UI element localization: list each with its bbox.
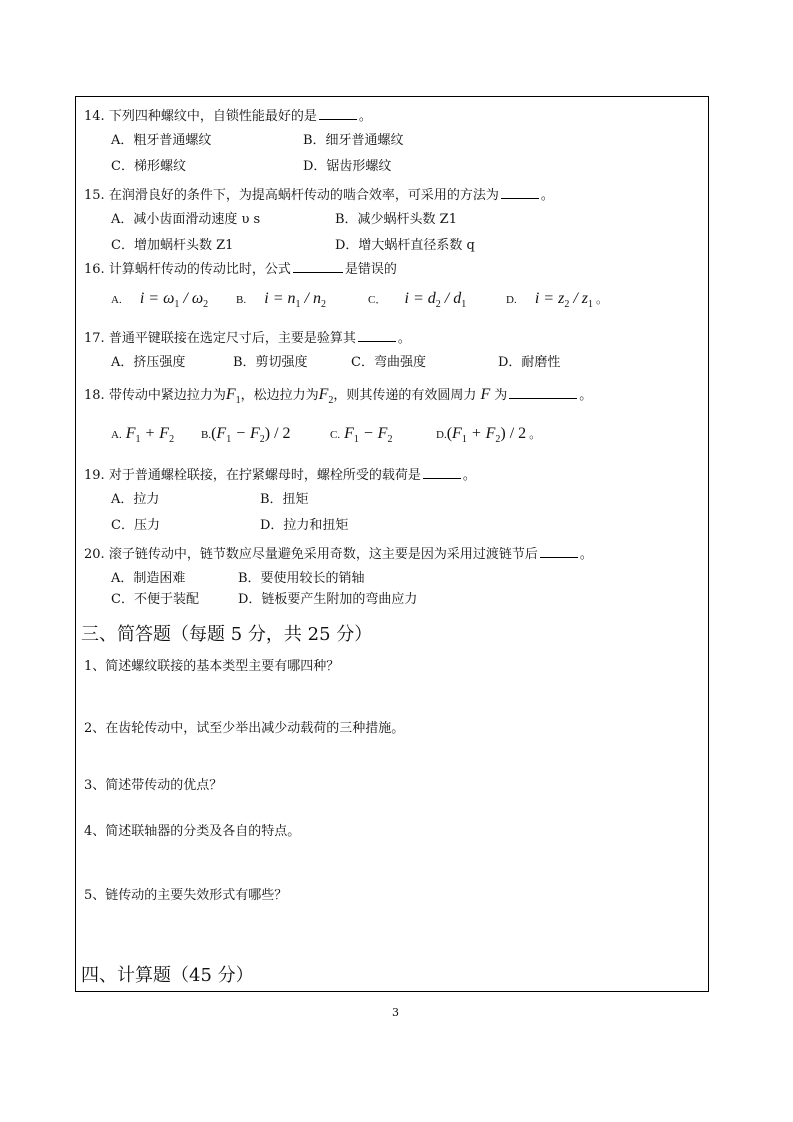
option: A．减小齿面滑动速度 υ s	[111, 212, 261, 227]
q-end: 。	[540, 188, 554, 203]
option-letter: A.	[111, 294, 122, 306]
option-letter: C．	[368, 294, 387, 306]
option-16-c	[368, 291, 466, 313]
option: D．拉力和扭矩	[260, 518, 349, 533]
formula: $(F_1 + F_2) / 2$ 。	[446, 425, 542, 446]
option-letter: D.	[506, 294, 517, 306]
option-16-a	[111, 291, 208, 313]
q-num: 19.	[84, 468, 105, 483]
option-16-b	[236, 291, 326, 313]
option: D．锯齿形螺纹	[303, 159, 392, 174]
q-end: 。	[358, 109, 372, 124]
answer-blank[interactable]	[423, 466, 461, 479]
answer-blank[interactable]	[319, 107, 357, 120]
question-20	[84, 545, 593, 563]
answer-blank[interactable]	[540, 545, 578, 558]
answer-blank[interactable]	[509, 386, 577, 399]
q-text: 计算蜗杆传动的传动比时，公式	[108, 262, 291, 277]
short-answer-item: 4、简述联轴器的分类及各自的特点。	[84, 824, 301, 839]
option-18-a	[111, 426, 174, 448]
option: B．细牙普通螺纹	[303, 133, 404, 148]
option: D．耐磨性	[498, 355, 561, 370]
q-num: 16.	[84, 262, 105, 277]
option-18-b	[201, 426, 291, 448]
q-text: 普通平键联接在选定尺寸后，主要是验算其	[108, 331, 356, 346]
option: A．粗牙普通螺纹	[111, 133, 212, 148]
question-16	[84, 260, 397, 278]
q-end: 。	[579, 388, 593, 403]
option-18-d	[436, 426, 541, 448]
short-answer-item: 5、链传动的主要失效形式有哪些？	[84, 888, 288, 903]
q-num: 17.	[84, 331, 105, 346]
q-num: 18.	[84, 388, 105, 403]
section-title-calculation: 四、计算题（45 分）	[81, 965, 254, 986]
q-text: 为	[494, 388, 508, 403]
formula: $F_2$	[318, 386, 334, 407]
q-text: 对于普通螺栓联接，在拧紧螺母时，螺栓所受的载荷是	[108, 468, 421, 483]
question-15	[84, 186, 554, 204]
option-18-c	[330, 426, 392, 448]
formula: $(F_1 - F_2) / 2$	[211, 425, 291, 446]
option-letter: C.	[330, 429, 341, 441]
q-text: 带传动中紧边拉力为	[108, 388, 226, 403]
option: B．剪切强度	[233, 355, 308, 370]
option: C．压力	[111, 518, 160, 533]
formula: $F_1$	[225, 386, 241, 407]
page-number: 3	[392, 1006, 399, 1019]
option: C．弯曲强度	[351, 355, 426, 370]
option: C．增加蜗杆头数 Z1	[111, 238, 234, 253]
question-14	[84, 107, 372, 125]
answer-blank[interactable]	[501, 186, 539, 199]
q-num: 15.	[84, 188, 105, 203]
q-text: 下列四种螺纹中，自锁性能最好的是	[108, 109, 317, 124]
short-answer-item: 1、简述螺纹联接的基本类型主要有哪四种？	[84, 659, 340, 674]
q-text: 在润滑良好的条件下，为提高蜗杆传动的啮合效率，可采用的方法为	[108, 188, 499, 203]
q-end: 。	[579, 547, 593, 562]
formula: $i = z_2 / z_1$ 。	[534, 290, 609, 311]
short-answer-item: 2、在齿轮传动中，试至少举出减少动载荷的三种措施。	[84, 721, 405, 736]
option-16-d	[506, 291, 608, 313]
formula: $F_1 + F_2$	[125, 425, 175, 446]
short-answer-item: 3、简述带传动的优点？	[84, 778, 223, 793]
answer-blank[interactable]	[293, 260, 343, 273]
section-title-short-answer: 三、简答题（每题 5 分，共 25 分）	[81, 624, 373, 645]
formula: $i = \omega_1 / \omega_2$	[139, 290, 209, 311]
q-end: 是错误的	[344, 262, 397, 277]
q-num: 14.	[84, 109, 105, 124]
answer-blank[interactable]	[358, 329, 396, 342]
option: A．制造困难	[111, 571, 186, 586]
q-text: ，则其传递的有效圆周力	[333, 388, 477, 403]
option-letter: A.	[111, 429, 122, 441]
option: D．增大蜗杆直径系数 q	[335, 238, 475, 253]
option: C．梯形螺纹	[111, 159, 186, 174]
question-frame	[75, 96, 709, 992]
q-text: 滚子链传动中，链节数应尽量避免采用奇数，这主要是因为采用过渡链节后	[108, 547, 538, 562]
option: A．拉力	[111, 492, 160, 507]
formula: $F_1 - F_2$	[344, 425, 393, 446]
formula: F	[480, 386, 491, 403]
q-num: 20.	[84, 547, 105, 562]
option: A．挤压强度	[111, 355, 186, 370]
option: D．链板要产生附加的弯曲应力	[238, 592, 418, 607]
question-17	[84, 329, 411, 347]
formula: $i = n_1 / n_2$	[264, 290, 326, 311]
option-letter: D.	[436, 429, 447, 441]
q-text: ，松边拉力为	[240, 388, 319, 403]
option: B．减少蜗杆头数 Z1	[335, 212, 457, 227]
option-letter: B.	[201, 429, 212, 441]
option-letter: B.	[236, 294, 247, 306]
q-end: 。	[397, 331, 411, 346]
question-19	[84, 466, 476, 484]
formula: $i = d_2 / d_1$	[404, 290, 467, 311]
option: B．扭矩	[260, 492, 309, 507]
option: B．要使用较长的销轴	[238, 571, 365, 586]
q-end: 。	[462, 468, 476, 483]
question-18	[84, 386, 592, 409]
option: C．不便于装配	[111, 592, 199, 607]
